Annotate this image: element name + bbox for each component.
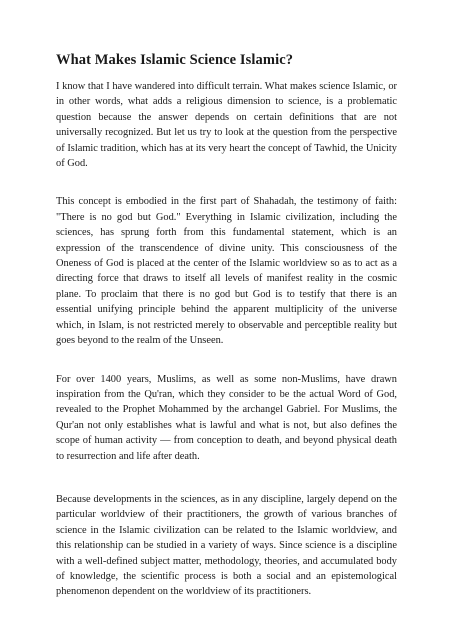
paragraph-3: For over 1400 years, Muslims, as well as some non-Muslims, have drawn inspiration from the Qu'ran, which they consider to be the actual Word of God, revealed to the Prophet Mohammed by the archangel Gabriel. For Muslims, the Qur'an not only establishes what is lawful and what is not, but also defines the scope of human activity — from conception to death, and beyond physical death to resurrection and life after death. — [56, 373, 397, 462]
paragraph-2: This concept is embodied in the first part of Shahadah, the testimony of faith: "There is no god but God." Everything in Islamic civilization, including the sciences, has sprung forth from this fundamental statement, which is an expression of the transcendence of divine unity. This consciousness of the Oneness of God is placed at the center of the Islamic worldview so as to act as a directing force that draws to itself all levels of manifest reality in the cosmic plane. To proclaim that there is no god but God is to testify that there is an essential unifying principle behind the apparent multiplicity of the universe which, in Islam, is not restricted merely to observable and perceptible reality but goes beyond to the realm of the Unseen. — [56, 196, 397, 347]
document-title: What Makes Islamic Science Islamic? — [56, 52, 294, 68]
paragraph-4: Because developments in the sciences, as in any discipline, largely depend on the particular worldview of their practitioners, the growth of various branches of science in the Islamic civilization can be related to the Islamic worldview, and this relationship can be studied in a variety of ways. Since science is a discipline with a well-defined subject matter, methodology, theories, and accumulated body of knowledge, the scientific process is both a social and an epistemological phenomenon dependent on the worldview of its practitioners. — [56, 493, 397, 598]
paragraph-1: I know that I have wandered into difficult terrain. What makes science Islamic, or in other words, what adds a religious dimension to science, is a problematic question because the answer depends on certain definitions that are not universally recognized. But let us try to look at the question from the perspective of Islamic tradition, which has at its very heart the concept of Tawhid, the Unicity of God. — [56, 81, 397, 170]
